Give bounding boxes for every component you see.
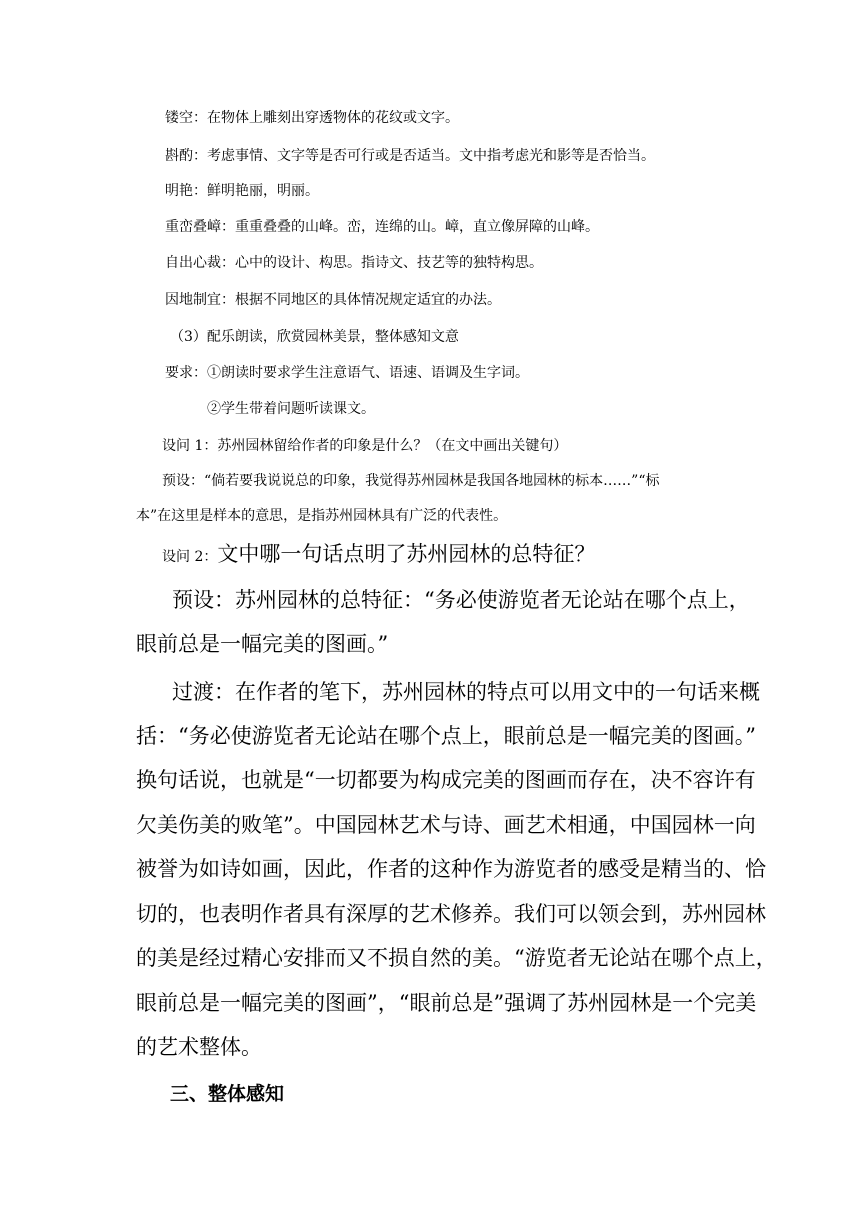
transition-line-9: 的艺术整体。: [136, 1035, 262, 1059]
answer-2-line-2: 眼前总是一幅完美的图画。”: [136, 632, 389, 656]
transition-line-6: 切的，也表明作者具有深厚的艺术修养。我们可以领会到，苏州园林: [136, 902, 766, 926]
question-2-prefix: 设问 2：: [162, 549, 218, 565]
definition-yindizhiyi: 因地制宜：根据不同地区的具体情况规定适宜的办法。: [165, 292, 501, 308]
transition-line-8: 眼前总是一幅完美的图画”，“眼前总是”强调了苏州园林是一个完美: [136, 991, 757, 1015]
transition-line-4: 欠美伤美的败笔”。中国园林艺术与诗、画艺术相通，中国园林一向: [136, 813, 756, 837]
definition-zichuxincai: 自出心裁：心中的设计、构思。指诗文、技艺等的独特构思。: [165, 255, 543, 271]
transition-line-5: 被誉为如诗如画，因此，作者的这种作为游览者的感受是精当的、恰: [136, 857, 766, 881]
transition-line-7: 的美是经过精心安排而又不损自然的美。“游览者无论站在哪个点上，: [136, 946, 777, 970]
answer-1-line-2: 本”在这里是样本的意思，是指苏州园林具有广泛的代表性。: [136, 508, 508, 524]
requirement-line-2: ②学生带着问题听读课文。: [207, 401, 375, 417]
definition-loukong: 镂空：在物体上雕刻出穿透物体的花纹或文字。: [165, 110, 459, 126]
requirement-line-1: 要求：①朗读时要求学生注意语气、语速、语调及生字词。: [165, 365, 529, 381]
question-2-text: 文中哪一句话点明了苏州园林的总特征？: [217, 542, 596, 566]
section-heading: 三、整体感知: [170, 1083, 285, 1105]
step3-heading: （3）配乐朗读，欣赏园林美景，整体感知文意: [170, 329, 459, 345]
question-2: [162, 538, 595, 568]
transition-line-3: 换句话说，也就是“一切都要为构成完美的图画而存在，决不容许有: [136, 768, 756, 792]
question-1: 设问 1：苏州园林留给作者的印象是什么？（在文中画出关键句）: [162, 438, 568, 454]
transition-line-1: 过渡：在作者的笔下，苏州园林的特点可以用文中的一句话来概: [172, 680, 760, 704]
transition-line-2: 括：“务必使游览者无论站在哪个点上，眼前总是一幅完美的图画。”: [136, 724, 756, 748]
definition-chongluandiezhang: 重峦叠嶂：重重叠叠的山峰。峦，连绵的山。嶂，直立像屏障的山峰。: [165, 219, 599, 235]
definition-mingyan: 明艳：鲜明艳丽，明丽。: [165, 183, 319, 199]
answer-1-line-1: 预设：“倘若要我说说总的印象，我觉得苏州园林是我国各地园林的标本……”“标: [162, 473, 660, 489]
definition-zhenzhuo: 斟酌：考虑事情、文字等是否可行或是否适当。文中指考虑光和影等是否恰当。: [165, 148, 655, 164]
answer-2-line-1: 预设：苏州园林的总特征：“务必使游览者无论站在哪个点上，: [172, 588, 750, 612]
